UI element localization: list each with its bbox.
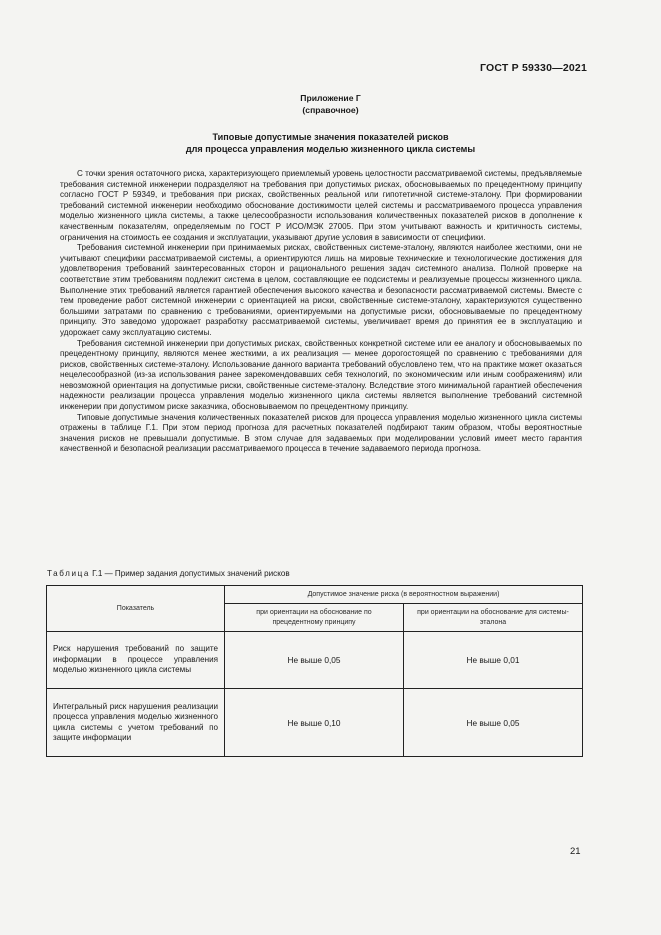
column-header-precedent: при ориентации на обоснование по прецедентному принципу bbox=[225, 604, 404, 632]
page-number: 21 bbox=[570, 846, 581, 857]
paragraph: Требования системной инженерии при допустимых рисках, свойственных конкретной системе или ее аналогу и обосновываемых по прецедентному принципу, являются менее жесткими, а их реализация — менее дорогостоящей по сравнению с требованиями для рисков, свойственных системе-эталону. Использование данного варианта требований обусловлено тем, что на практике может оказаться нецелесообразной (из-за использования ранее зарекомендовавших себя технологий, по экономическим или иным соображениям) или невозможной ориентация на допустимые риски, свойственные системе-эталону. Вследствие этого минимальной гарантией обеспечения надежности реализации процесса управления моделью жизненного цикла системы является выполнение требований системной инженерии при допустимом риске заказчика, обосновываемом по прецедентному принципу. bbox=[60, 338, 582, 412]
row-indicator: Риск нарушения требований по защите информации в процессе управления моделью жизненного цикла системы bbox=[47, 632, 225, 689]
column-header-reference: при ориентации на обоснование для системы-эталона bbox=[404, 604, 583, 632]
body-text bbox=[60, 169, 582, 455]
column-header-indicator: Показатель bbox=[47, 586, 225, 632]
row-value-precedent: Не выше 0,05 bbox=[225, 632, 404, 689]
paragraph: Требования системной инженерии при принимаемых рисках, свойственных системе-эталону, являются наиболее жесткими, они не учитывают специфики рассматриваемой системы, а ориентируются лишь на мировые технические и технологические достижения для удовлетворения требований заинтересованных сторон и рационального решения задач системного анализа. Полной проверке на соответствие этим требованиям подлежит система в целом, составляющие ее подсистемы и реализуемые процессы жизненного цикла. Выполнение этих требований является гарантией обеспечения высокого качества и безопасности рассматриваемой системы. Вместе с тем проведение работ системной инженерии с ориентацией на риски, свойственные системе-эталону, характеризуются существенно большими затратами по сравнению с требованиями, ориентируемыми на допустимые риски, обосновываемые по прецедентному принципу. Это заведомо удорожает разработку рассматриваемой системы, увеличивает время до принятия ее в эксплуатацию и удорожает саму эксплуатацию системы. bbox=[60, 243, 582, 337]
table-row bbox=[47, 689, 583, 757]
appendix-status: (справочное) bbox=[302, 105, 359, 115]
standard-designation: ГОСТ Р 59330—2021 bbox=[479, 62, 587, 74]
row-indicator: Интегральный риск нарушения реализации процесса управления моделью жизненного цикла системы с учетом требований по защите информации bbox=[47, 689, 225, 757]
paragraph: С точки зрения остаточного риска, характеризующего приемлемый уровень целостности рассматриваемой системы, предъявляемые требования системной инженерии подразделяют на требования при допустимых рисках, обосновываемых по прецедентному принципу согласно ГОСТ Р 59349, и требования при рисках, свойственных реальной или гипотетичной системе-эталону. При формировании требований системной инженерии необходимо обоснование достижимости целей системы и рассматриваемого процесса управления моделью жизненного цикла системы, а также целесообразности использования количественных показателей рисков в дополнение к качественным показателям, определяемым по ГОСТ Р ИСО/МЭК 27005. При этом учитывают важность и критичность системы, ограничения на стоимость ее создания и эксплуатации, указывают другие условия в зависимости от специфики. bbox=[60, 169, 582, 242]
row-value-precedent: Не выше 0,10 bbox=[225, 689, 404, 757]
table-row bbox=[47, 632, 583, 689]
row-value-reference: Не выше 0,05 bbox=[404, 689, 583, 757]
appendix-title-line-1: Типовые допустимые значения показателей рисков bbox=[212, 132, 449, 142]
table-caption-prefix: Таблица bbox=[47, 569, 90, 578]
risk-values-table bbox=[46, 585, 583, 757]
table-caption-text: Г.1 — Пример задания допустимых значений рисков bbox=[89, 569, 290, 578]
appendix-label: Приложение Г bbox=[300, 93, 361, 103]
row-value-reference: Не выше 0,01 bbox=[404, 632, 583, 689]
table-caption bbox=[47, 568, 290, 579]
paragraph: Типовые допустимые значения количественных показателей рисков для процесса управления моделью жизненного цикла системы отражены в таблице Г.1. При этом период прогноза для расчетных показателей подбирают таким образом, чтобы вероятностные значения рисков не превышали допустимые. В этом случае для задаваемых при моделировании условий имеет место гарантия качественной и безопасной реализации рассматриваемого процесса в течение задаваемого периода прогноза. bbox=[60, 412, 582, 454]
column-header-group: Допустимое значение риска (в вероятностном выражении) bbox=[225, 586, 583, 604]
appendix-title-line-2: для процесса управления моделью жизненного цикла системы bbox=[185, 144, 476, 154]
